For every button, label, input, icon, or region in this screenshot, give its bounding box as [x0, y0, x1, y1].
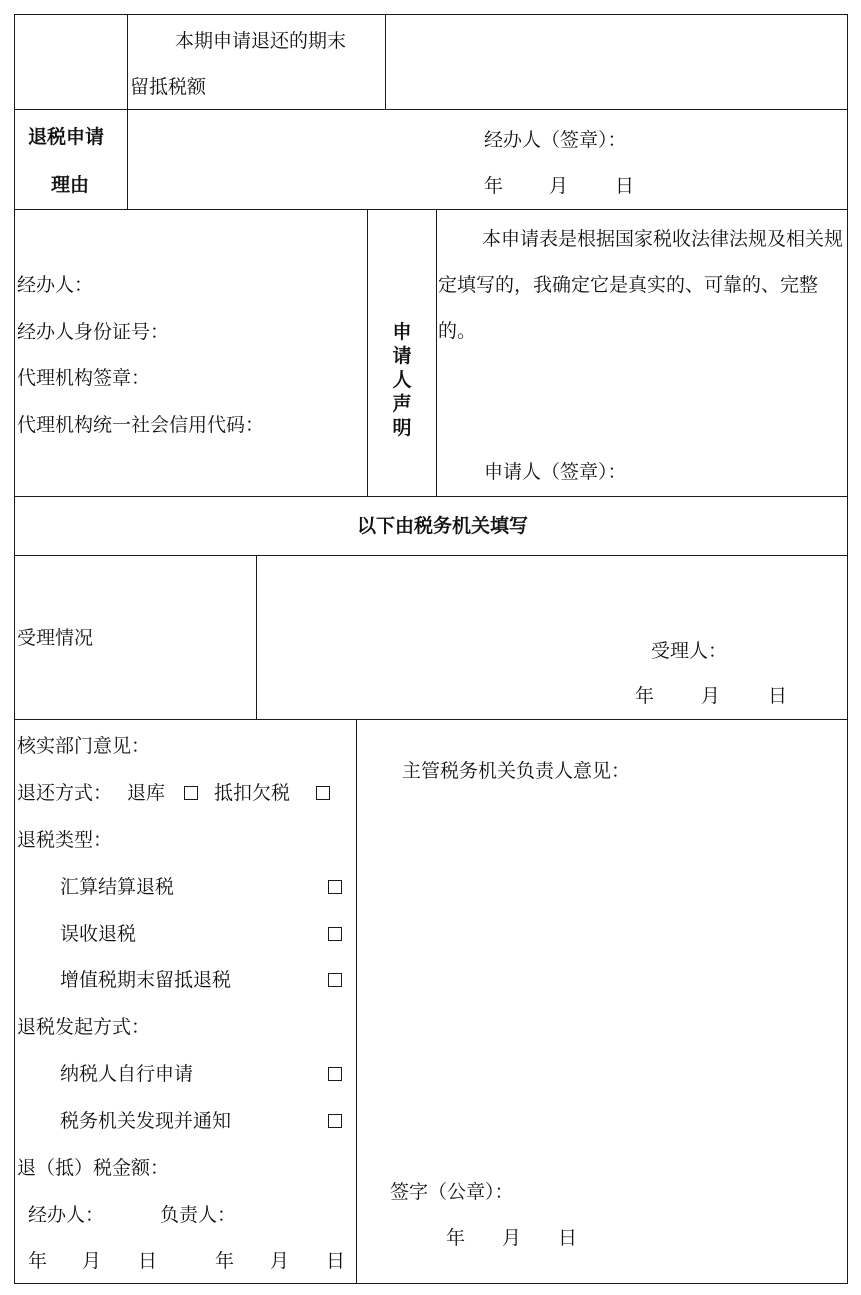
retained-tax-value-cell[interactable]: [386, 15, 847, 109]
date-year: 年: [484, 175, 504, 197]
date-month: 月: [270, 1250, 290, 1272]
refund-type-mistaken: 误收退税: [60, 923, 137, 945]
refund-option-treasury: 退库: [127, 782, 166, 804]
table-border-bottom: [14, 1283, 848, 1284]
row-divider-2: [14, 209, 848, 210]
date-month: 月: [701, 685, 721, 707]
authority-opinion-label: 主管税务机关负责人意见：: [402, 760, 631, 782]
refund-type-label: 退税类型：: [17, 829, 113, 851]
initiation-self: 纳税人自行申请: [60, 1063, 194, 1085]
dept-opinion-label: 核实部门意见：: [17, 735, 151, 757]
vat-checkbox[interactable]: [328, 973, 342, 987]
retained-tax-label-line1: 本期申请退还的期末: [175, 30, 347, 52]
date-day: 日: [138, 1250, 158, 1272]
receiver-label: 受理人：: [651, 640, 728, 662]
refund-option-offset: 抵扣欠税: [214, 782, 291, 804]
handler-label: 经办人：: [28, 1204, 105, 1226]
row-divider-3: [14, 496, 848, 497]
row-divider-1: [14, 109, 848, 110]
col-divider-r6: [356, 719, 357, 1284]
responsible-label: 负责人：: [160, 1204, 237, 1226]
declaration-title: 申请人声明: [392, 321, 412, 439]
date-day: 日: [615, 175, 635, 197]
mistaken-checkbox[interactable]: [328, 927, 342, 941]
date-year: 年: [635, 685, 655, 707]
declaration-text: 本申请表是根据国家税收法律法规及相关规定填写的，我确定它是真实的、可靠的、完整的。: [438, 228, 844, 342]
date-year: 年: [215, 1250, 235, 1272]
acceptance-label: 受理情况: [17, 627, 94, 649]
agency-code-label: 代理机构统一社会信用代码：: [17, 414, 265, 436]
table-border-right: [847, 14, 848, 1284]
refund-reason-label-line2: 理由: [51, 174, 90, 196]
col-divider-r3-a: [367, 209, 368, 497]
handler-sign-label: 经办人（签章）：: [484, 129, 627, 151]
initiation-authority: 税务机关发现并通知: [60, 1110, 232, 1132]
date-day: 日: [768, 685, 788, 707]
agency-seal-label: 代理机构签章：: [17, 367, 151, 389]
row-divider-5: [14, 719, 848, 720]
col-divider-r1-a: [127, 14, 128, 210]
date-month: 月: [549, 175, 569, 197]
signature-seal-label: 签字（公章）：: [390, 1181, 514, 1203]
agent-id-label: 经办人身份证号：: [17, 321, 170, 343]
table-border-left: [14, 14, 15, 1284]
agent-label: 经办人：: [17, 274, 94, 296]
applicant-sign-label: 申请人（签章）：: [484, 461, 627, 483]
offset-checkbox[interactable]: [316, 786, 330, 800]
col-divider-r5: [256, 555, 257, 720]
date-year: 年: [446, 1227, 466, 1249]
date-day: 日: [558, 1227, 578, 1249]
refund-method-label: 退还方式：: [17, 782, 113, 804]
date-month: 月: [502, 1227, 522, 1249]
initiation-label: 退税发起方式：: [17, 1016, 151, 1038]
section-header: 以下由税务机关填写: [357, 515, 529, 537]
self-apply-checkbox[interactable]: [328, 1067, 342, 1081]
settlement-checkbox[interactable]: [328, 880, 342, 894]
date-month: 月: [82, 1250, 102, 1272]
authority-notice-checkbox[interactable]: [328, 1114, 342, 1128]
row-divider-4: [14, 555, 848, 556]
treasury-checkbox[interactable]: [184, 786, 198, 800]
col-divider-r3-b: [436, 209, 437, 497]
refund-reason-label-line1: 退税申请: [28, 126, 105, 148]
retained-tax-label-line2: 留抵税额: [130, 76, 207, 98]
refund-type-settlement: 汇算结算退税: [60, 876, 175, 898]
date-day: 日: [326, 1250, 346, 1272]
refund-type-vat: 增值税期末留抵退税: [60, 969, 232, 991]
refund-amount-label: 退（抵）税金额：: [17, 1157, 170, 1179]
date-year: 年: [28, 1250, 48, 1272]
